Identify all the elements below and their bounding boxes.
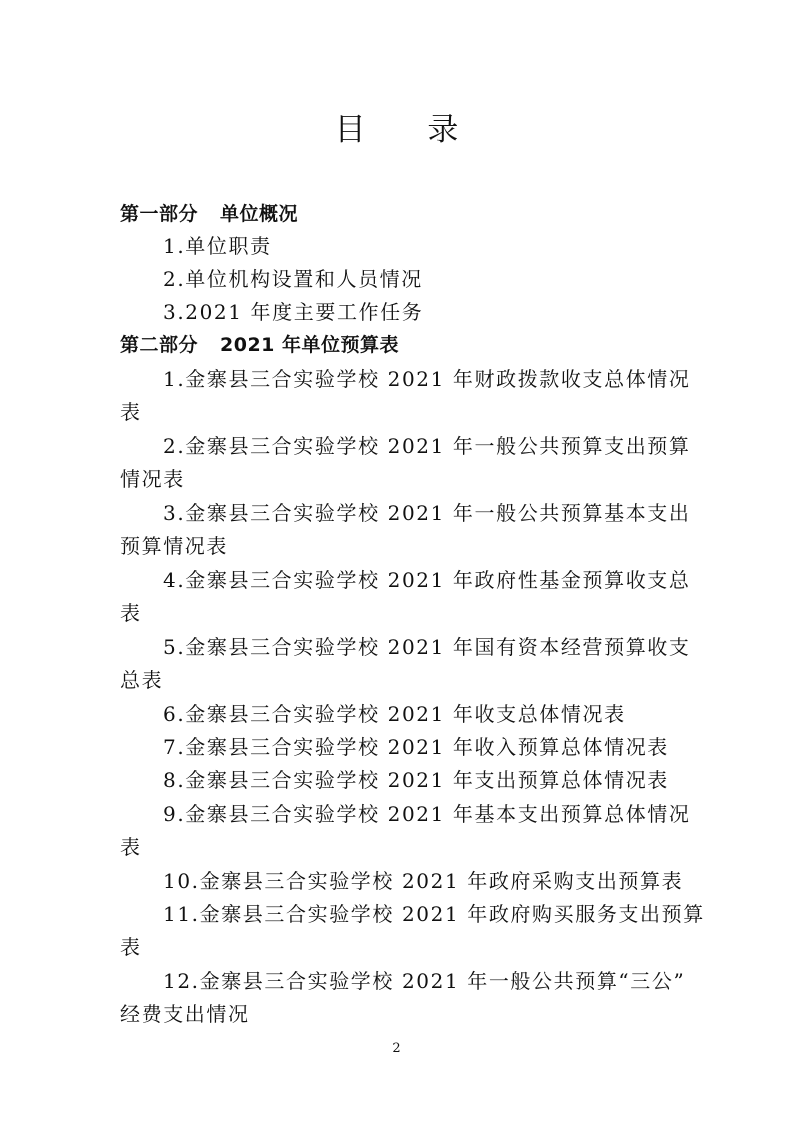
toc-entry: 8.金寨县三合实验学校 2021 年支出预算总体情况表 [163, 768, 669, 792]
toc-entry: 2.单位机构设置和人员情况 [163, 267, 423, 291]
toc-entry: 12.金寨县三合实验学校 2021 年一般公共预算“三公” [163, 969, 686, 993]
toc-entry: 2.金寨县三合实验学校 2021 年一般公共预算支出预算 [163, 434, 691, 458]
toc-entry: 9.金寨县三合实验学校 2021 年基本支出预算总体情况 [163, 802, 691, 826]
toc-entry: 1.单位职责 [163, 234, 272, 258]
part1-label: 第一部分 [120, 203, 199, 225]
toc-entry-continuation: 预算情况表 [120, 534, 228, 558]
toc-entry: 3.2021 年度主要工作任务 [163, 300, 424, 324]
toc-entry: 4.金寨县三合实验学校 2021 年政府性基金预算收支总 [163, 568, 691, 592]
toc-entry-continuation: 经费支出情况 [120, 1002, 250, 1026]
toc-entry-continuation: 总表 [120, 668, 164, 692]
toc-entry: 1.金寨县三合实验学校 2021 年财政拨款收支总体情况 [163, 367, 691, 391]
toc-entry-continuation: 表 [120, 400, 142, 424]
toc-entry-continuation: 表 [120, 835, 142, 859]
page-title: 目 录 [334, 112, 485, 148]
toc-entry: 3.金寨县三合实验学校 2021 年一般公共预算基本支出 [163, 501, 691, 525]
part1-name: 单位概况 [220, 203, 299, 225]
toc-entry: 10.金寨县三合实验学校 2021 年政府采购支出预算表 [163, 869, 684, 893]
toc-entry: 7.金寨县三合实验学校 2021 年收入预算总体情况表 [163, 735, 669, 759]
toc-entry-continuation: 表 [120, 935, 142, 959]
toc-entry-continuation: 表 [120, 601, 142, 625]
part2-heading [0, 331, 793, 359]
part2-name: 2021 年单位预算表 [220, 334, 400, 356]
part2-label: 第二部分 [120, 334, 199, 356]
page-number: 2 [392, 1041, 401, 1056]
toc-entry: 6.金寨县三合实验学校 2021 年收支总体情况表 [163, 702, 626, 726]
toc-entry: 5.金寨县三合实验学校 2021 年国有资本经营预算收支 [163, 635, 691, 659]
part1-heading [0, 200, 793, 228]
toc-entry: 11.金寨县三合实验学校 2021 年政府购买服务支出预算 [163, 902, 705, 926]
toc-entry-continuation: 情况表 [120, 467, 185, 491]
